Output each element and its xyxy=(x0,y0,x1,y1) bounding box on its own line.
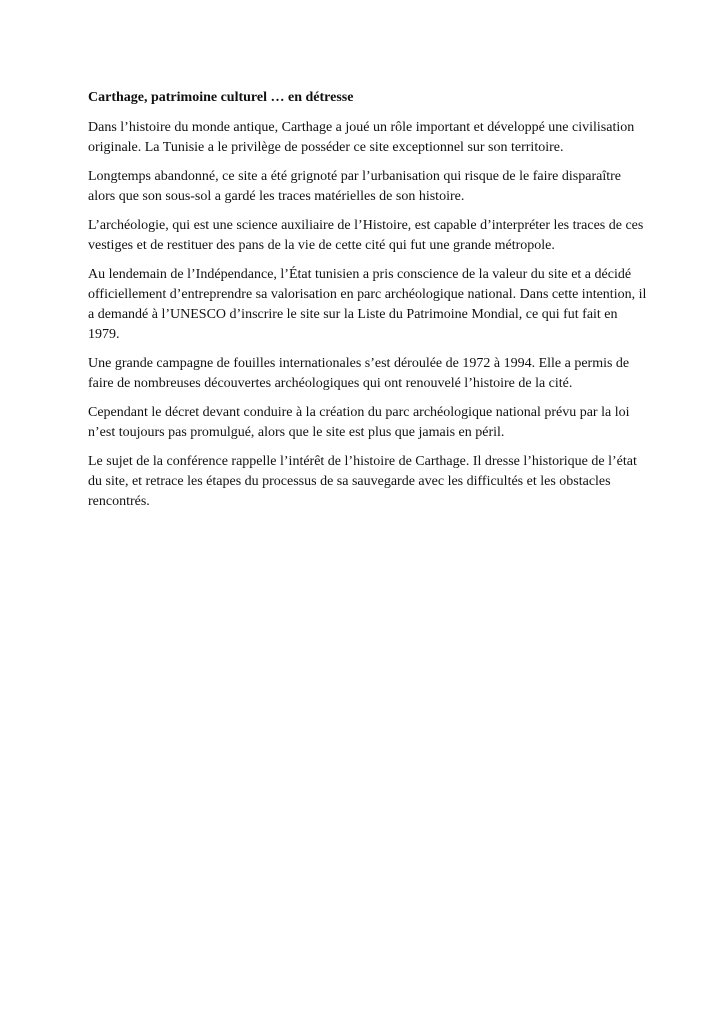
document-title: Carthage, patrimoine culturel … en détresse xyxy=(88,90,354,105)
paragraph-6: Cependant le décret devant conduire à la création du parc archéologique national prévu par la loi n’est toujours pas promulgué, alors que le site est plus que jamais en péril. xyxy=(88,405,630,440)
paragraph-7: Le sujet de la conférence rappelle l’intérêt de l’histoire de Carthage. Il dresse l’historique de l’état du site, et retrace les étapes du processus de sa sauvegarde avec les difficultés et les obstacles rencontrés. xyxy=(88,454,637,509)
paragraph-1: Dans l’histoire du monde antique, Carthage a joué un rôle important et développé une civilisation originale. La Tunisie a le privilège de posséder ce site exceptionnel sur son territoire. xyxy=(88,120,635,155)
paragraph-4: Au lendemain de l’Indépendance, l’État tunisien a pris conscience de la valeur du site et a décidé officiellement d’entreprendre sa valorisation en parc archéologique national. Dans cette intention, il a demandé à l’UNESCO d’inscrire le site sur la Liste du Patrimoine Mondial, ce qui fut fait en 1979. xyxy=(88,267,647,342)
document-body xyxy=(88,88,648,521)
paragraph-5: Une grande campagne de fouilles internationales s’est déroulée de 1972 à 1994. Elle a permis de faire de nombreuses découvertes archéologiques qui ont renouvelé l’histoire de la cité. xyxy=(88,356,630,391)
paragraph-2: Longtemps abandonné, ce site a été grignoté par l’urbanisation qui risque de le faire disparaître alors que son sous-sol a gardé les traces matérielles de son histoire. xyxy=(88,169,621,204)
paragraph-3: L’archéologie, qui est une science auxiliaire de l’Histoire, est capable d’interpréter les traces de ces vestiges et de restituer des pans de la vie de cette cité qui fut une grande métropole. xyxy=(88,218,644,253)
